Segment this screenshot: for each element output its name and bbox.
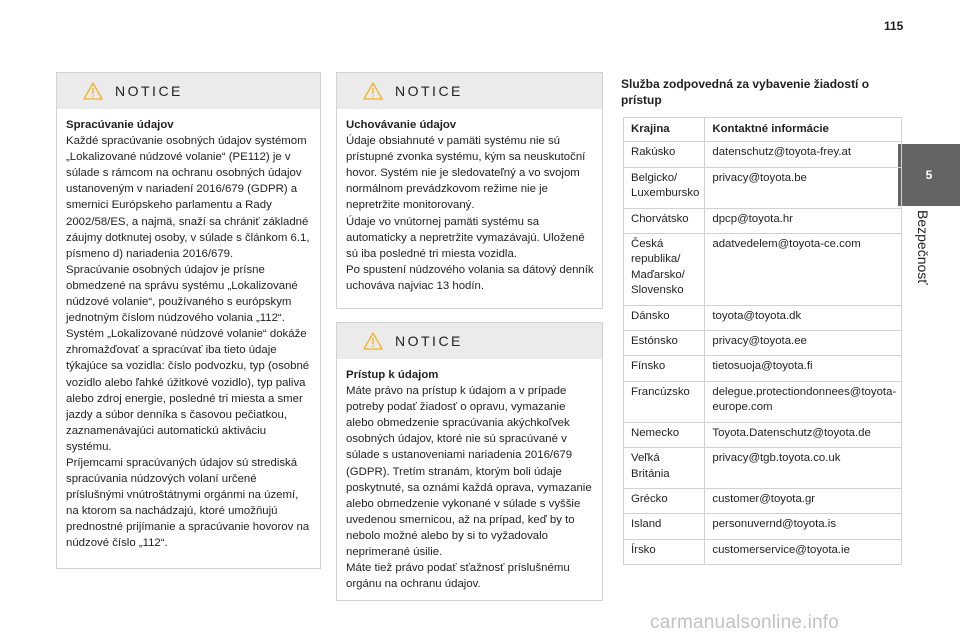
contact-cell: delegue.protectiondonnees@toyota-europe.com: [705, 381, 902, 422]
contact-cell: customer@toyota.gr: [705, 488, 902, 513]
notice-title: NOTICE: [115, 83, 183, 99]
notice-data-access: [336, 322, 603, 601]
chapter-number: 5: [925, 168, 933, 182]
table-row: [624, 331, 902, 356]
table-row: [624, 234, 902, 306]
contact-cell: toyota@toyota.dk: [705, 305, 902, 330]
notice-body: [337, 109, 602, 294]
country-cell: Nemecko: [624, 422, 705, 447]
notice-paragraph: Každé spracúvanie osobných údajov systémom „Lokalizované núdzové volanie“ (PE112) je v súlade s rámcom na ochranu osobných údajov ustanoveným v nariadení 2016/679 (GDPR) a smernici Európskeho parlamentu a Rady 2002/58/ES, a najmä, snaží sa chrániť základné záujmy dotknutej osoby, v súlade s článkom 6.1, písmeno d) nariadenia 2016/679.: [66, 135, 310, 260]
notice-paragraph: Máte tiež právo podať sťažnosť príslušnému orgánu na ochranu údajov.: [346, 562, 570, 591]
contacts-table: [623, 117, 902, 565]
chapter-tab[interactable]: [898, 144, 960, 206]
country-cell: Chorvátsko: [624, 208, 705, 233]
country-cell: Fínsko: [624, 356, 705, 381]
notice-paragraph: Systém „Lokalizované núdzové volanie“ dokáže zhromažďovať a spracúvať iba tieto údaje týkajúce sa vozidla: číslo podvozku, typ (osobné vozidlo alebo ľahké úžitkové vozidlo), typ paliva alebo zdroj energie, posledné tri miesta a smer jazdy a súbor denníka s časovou pečiatkou, zaznamenávajúci automatickú aktiváciu systému.: [66, 328, 310, 453]
contact-cell: personuvernd@toyota.is: [705, 514, 902, 539]
contact-cell: dpcp@toyota.hr: [705, 208, 902, 233]
watermark: carmanualsonline.info: [650, 612, 840, 633]
table-row: [624, 208, 902, 233]
country-cell: Belgicko/ Luxembursko: [624, 167, 705, 208]
warning-triangle-icon: [363, 332, 383, 350]
country-cell: Rakúsko: [624, 142, 705, 167]
table-row: [624, 381, 902, 422]
notice-title: NOTICE: [395, 333, 463, 349]
notice-data-retention: [336, 72, 603, 309]
notice-header: [337, 73, 602, 109]
notice-paragraph: Príjemcami spracúvaných údajov sú strediská spracúvania núdzových volaní určené príslušnými vnútroštátnymi orgánmi na území, na ktorom sa nachádzajú, ktoré umožňujú prednostné prijímanie a spracúvanie hovorov na núdzové číslo „112“.: [66, 456, 310, 550]
country-cell: Estónsko: [624, 331, 705, 356]
country-cell: Česká republika/ Maďarsko/ Slovensko: [624, 234, 705, 306]
contact-cell: tietosuoja@toyota.fi: [705, 356, 902, 381]
country-cell: Francúzsko: [624, 381, 705, 422]
country-cell: Veľká Británia: [624, 448, 705, 489]
notice-paragraph: Údaje vo vnútornej pamäti systému sa automaticky a nepretržite vymazávajú. Uložené sú iba posledné tri miesta vozidla.: [346, 215, 585, 260]
contact-cell: privacy@toyota.ee: [705, 331, 902, 356]
contact-cell: adatvedelem@toyota-ce.com: [705, 234, 902, 306]
table-row: [624, 514, 902, 539]
notice-header: [337, 323, 602, 359]
table-row: [624, 356, 902, 381]
page-number: 115: [884, 19, 904, 33]
table-row: [624, 539, 902, 564]
table-row: [624, 422, 902, 447]
notice-paragraph: Údaje obsiahnuté v pamäti systému nie sú prístupné zvonka systému, kým sa neuskutoční hovor. Systém nie je sledovateľný a vo svojom normálnom prevádzkovom režime nie je nepretržite monitorovaný.: [346, 135, 586, 212]
notice-title: NOTICE: [395, 83, 463, 99]
table-row: [624, 167, 902, 208]
notice-header: [57, 73, 320, 109]
country-cell: Island: [624, 514, 705, 539]
notice-paragraph: Po spustení núdzového volania sa dátový denník uchováva najviac 13 hodín.: [346, 263, 594, 292]
country-cell: Dánsko: [624, 305, 705, 330]
contacts-section-title: Služba zodpovedná za vybavenie žiadostí o prístup: [621, 77, 870, 107]
column-header-contact: Kontaktné informácie: [705, 118, 902, 142]
table-row: [624, 305, 902, 330]
table-header-row: [624, 118, 902, 142]
table-row: [624, 448, 902, 489]
notice-paragraph: Spracúvanie osobných údajov je prísne obmedzené na správu systému „Lokalizované núdzové volanie“, používaného s európskym jednotným číslom núdzového volania „112“.: [66, 263, 298, 325]
table-row: [624, 142, 902, 167]
contact-cell: Toyota.Datenschutz@toyota.de: [705, 422, 902, 447]
contact-cell: customerservice@toyota.ie: [705, 539, 902, 564]
warning-triangle-icon: [83, 82, 103, 100]
table-row: [624, 488, 902, 513]
contact-cell: privacy@tgb.toyota.co.uk: [705, 448, 902, 489]
notice-paragraph: Máte právo na prístup k údajom a v prípade potreby podať žiadosť o opravu, vymazanie alebo obmedzenie spracúvania akýchkoľvek osobných údajov, ktoré nie sú spracúvané v súlade s ustanoveniami nariadenia 2016/679 (GDPR). Tretím stranám, ktorým boli údaje poskytnuté, sa oznámi každá oprava, vymazanie alebo obmedzenie vykonané v súlade s vyššie uvedenou smernicou, až na prípad, keď by to nebolo možné alebo by si to vyžadovalo neprimerané úsilie.: [346, 385, 592, 559]
notice-heading: Uchovávanie údajov: [346, 119, 457, 131]
notice-heading: Prístup k údajom: [346, 369, 439, 381]
notice-body: [57, 109, 320, 552]
notice-body: [337, 359, 602, 592]
chapter-label: Bezpečnosť: [915, 210, 931, 285]
contact-cell: datenschutz@toyota-frey.at: [705, 142, 902, 167]
country-cell: Grécko: [624, 488, 705, 513]
notice-data-processing: [56, 72, 321, 569]
contact-cell: privacy@toyota.be: [705, 167, 902, 208]
country-cell: Írsko: [624, 539, 705, 564]
notice-heading: Spracúvanie údajov: [66, 119, 174, 131]
column-header-country: Krajina: [624, 118, 705, 142]
warning-triangle-icon: [363, 82, 383, 100]
